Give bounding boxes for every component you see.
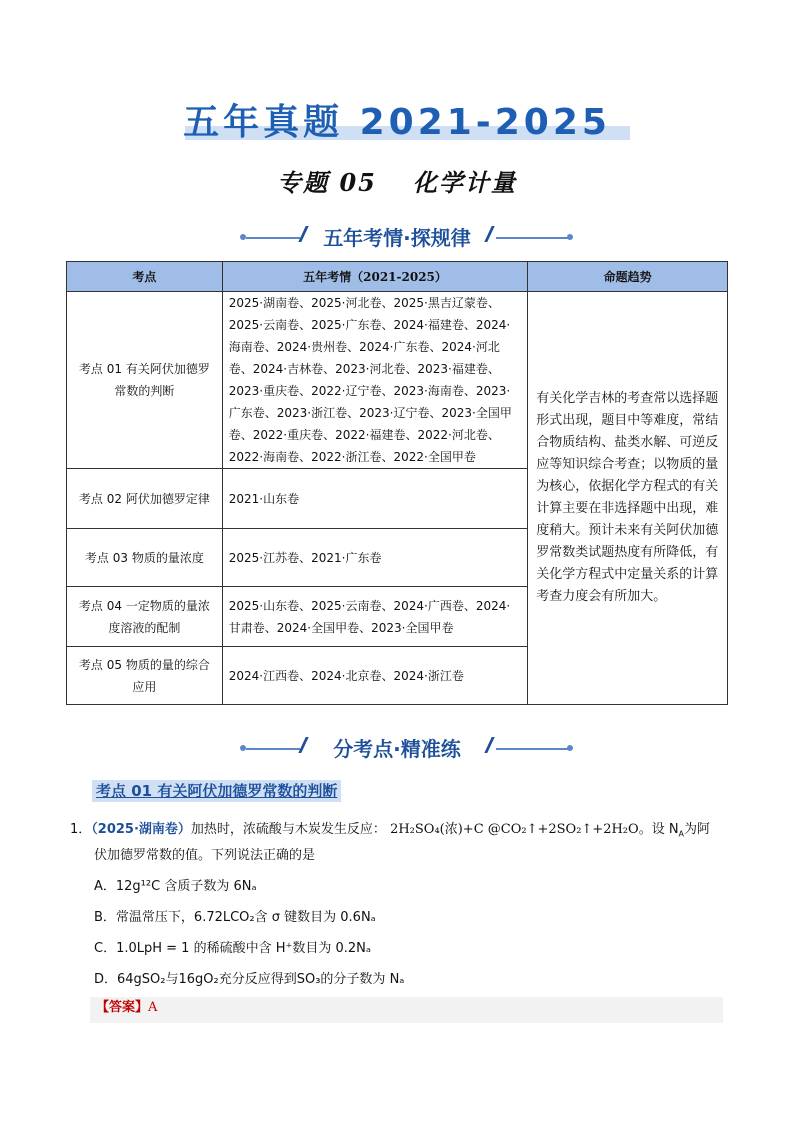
option-a[interactable]: A．12g¹²C 含质子数为 6Nₐ (94, 879, 257, 894)
question-number: 1． (70, 822, 92, 837)
right-wing-line (496, 748, 568, 750)
years-cell: 2025·湖南卷、2025·河北卷、2025·黑吉辽蒙卷、2025·云南卷、2025·广东卷、2024·福建卷、2024·海南卷、2024·贵州卷、2024·广东卷、2024·河北卷、2024·吉林卷、2023·河北卷、2023·福建卷、2023·重庆卷、2022·辽宁卷、2023·海南卷、2023·广东卷、2023·浙江卷、2023·辽宁卷、2023·全国甲卷、2022·重庆卷、2022·福建卷、2022·河北卷、2022·海南卷、2022·浙江卷、2022·全国甲卷 (222, 292, 528, 469)
trend-cell: 有关化学吉林的考查常以选择题形式出现，题目中等难度，常结合物质结构、盐类水解、可逆反应等知识综合考查；以物质的量为核心，依据化学方程式的有关计算主要在非选择题中出现，难度稍大。预计未来有关阿伏加德罗常数类试题热度有所降低，有关化学方程式中定量关系的计算考查力度会有所加大。 (528, 292, 728, 705)
topic-title (0, 163, 794, 198)
years-cell: 2021·山东卷 (222, 469, 528, 529)
table-row (67, 292, 728, 469)
right-wing-dot-icon (567, 234, 573, 240)
question-text: 为阿 (684, 822, 711, 837)
subscript: A (678, 829, 685, 839)
col-header-kaodian: 考点 (67, 262, 223, 292)
right-wing-line (496, 237, 568, 239)
option-b[interactable]: B．常温常压下，6.72LCO₂含 σ 键数目为 0.6Nₐ (94, 910, 376, 925)
table-header-row (67, 262, 728, 292)
kaodian-cell: 考点 03 物质的量浓度 (67, 529, 223, 587)
answer-value: A (148, 1000, 158, 1015)
option-c[interactable]: C．1.0LpH = 1 的稀硫酸中含 H⁺数目为 0.2Nₐ (94, 941, 371, 956)
question-stem (70, 820, 730, 845)
years-cell: 2025·山东卷、2025·云南卷、2024·广西卷、2024·甘肃卷、2024·全国甲卷、2023·全国甲卷 (222, 587, 528, 647)
question-source: （2025·湖南卷） (91, 822, 191, 837)
option-d[interactable]: D．64gSO₂与16gO₂充分反应得到SO₃的分子数为 Nₐ (94, 972, 405, 987)
kaodian-cell: 考点 02 阿伏加德罗定律 (67, 469, 223, 529)
years-cell: 2024·江西卷、2024·北京卷、2024·浙江卷 (222, 647, 528, 705)
reaction-equation: 2H₂SO₄(浓)+C @CO₂↑+2SO₂↑+2H₂O (390, 822, 639, 837)
col-header-years: 五年考情（2021-2025） (222, 262, 528, 292)
question-text: 。设 N (638, 822, 679, 837)
kaodian-cell: 考点 01 有关阿伏加德罗常数的判断 (67, 292, 223, 469)
kaodian-cell: 考点 05 物质的量的综合应用 (67, 647, 223, 705)
section-title-trends: 五年考情·探规律 (323, 226, 471, 250)
question-text: 加热时，浓硫酸与木炭发生反应： (190, 822, 386, 837)
years-cell: 2025·江苏卷、2021·广东卷 (222, 529, 528, 587)
topic-name: 化学计量 (412, 168, 517, 197)
right-wing-dot-icon (567, 745, 573, 751)
kaodian-cell: 考点 04 一定物质的量浓度溶液的配制 (67, 587, 223, 647)
answer-label: 【答案】 (96, 1000, 149, 1015)
col-header-trend: 命题趋势 (528, 262, 728, 292)
kaodian-heading: 考点 01 有关阿伏加德罗常数的判断 (92, 780, 341, 802)
topic-number: 专题 05 (277, 168, 377, 197)
exam-trend-table (66, 261, 728, 705)
question-text-line2: 伏加德罗常数的值。下列说法正确的是 (94, 848, 316, 863)
section-title-practice: 分考点·精准练 (333, 737, 461, 761)
answer-box (90, 997, 723, 1023)
page-title: 五年真题 2021-2025 (183, 102, 611, 143)
